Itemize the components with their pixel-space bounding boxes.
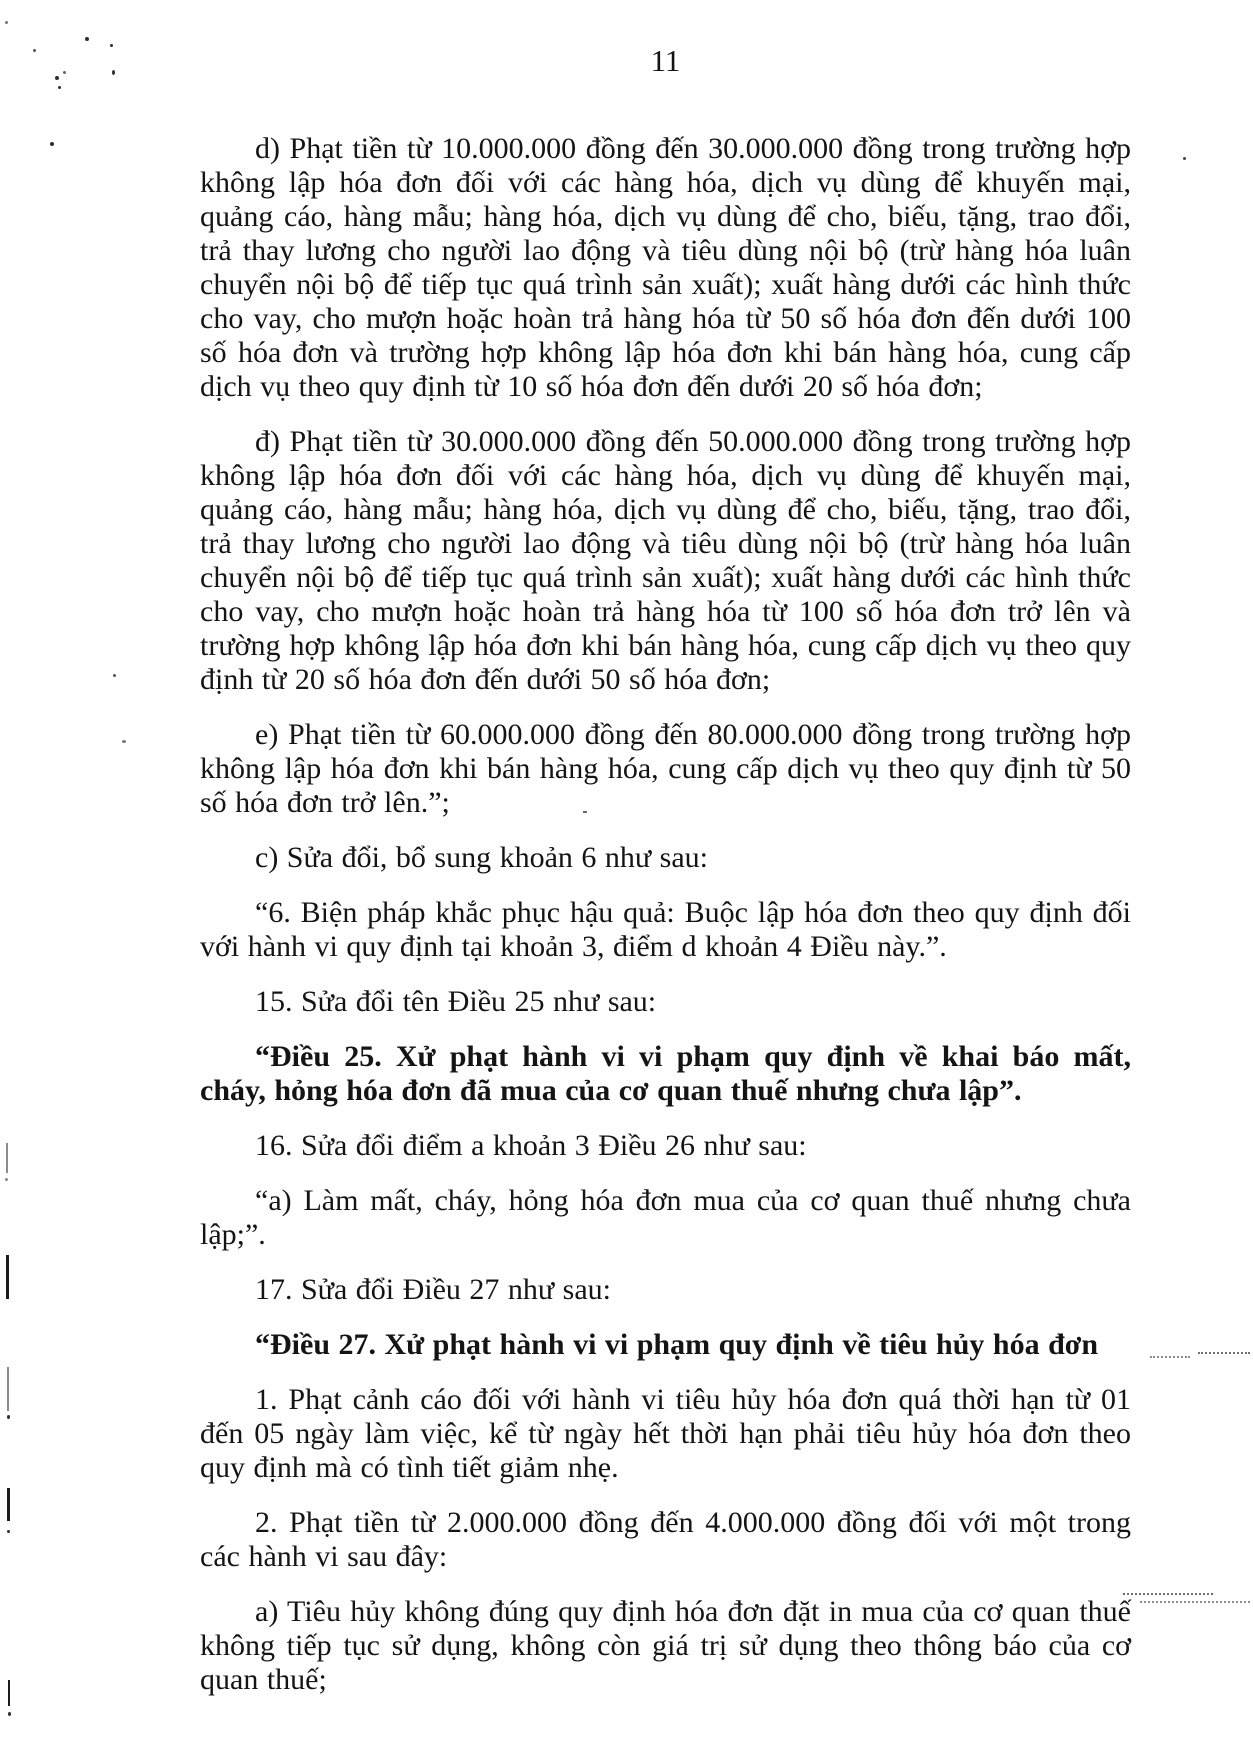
scan-speck [58, 86, 61, 89]
paragraph-clause-1-article-27: 1. Phạt cảnh cáo đối với hành vi tiêu hủy hóa đơn quá thời hạn từ 01 đến 05 ngày làm việc, kể từ ngày hết thời hạn phải tiêu hủy hóa đơn theo quy định mà có tình tiết giảm nhẹ. [200, 1383, 1131, 1484]
scan-speck [112, 70, 115, 75]
scan-speck [55, 76, 59, 80]
scan-speck [5, 21, 8, 24]
scan-speck [7, 1530, 10, 1533]
scan-speck [110, 44, 113, 47]
scan-smudge [1123, 1593, 1213, 1595]
paragraph-clause-6: “6. Biện pháp khắc phục hậu quả: Buộc lập hóa đơn theo quy định đối với hành vi quy định tại khoản 3, điểm d khoản 4 Điều này.”. [200, 896, 1131, 963]
scan-smudge [1198, 1352, 1250, 1354]
scan-speck [7, 1415, 10, 1419]
paragraph-point-c: c) Sửa đổi, bổ sung khoản 6 như sau: [255, 841, 708, 874]
scan-margin-mark [6, 1143, 8, 1173]
paragraph-point-e: e) Phạt tiền từ 60.000.000 đồng đến 80.000.000 đồng trong trường hợp không lập hóa đơn khi bán hàng hóa, cung cấp dịch vụ theo quy định từ 50 số hóa đơn trở lên.”; [200, 718, 1131, 819]
scan-speck [63, 71, 66, 74]
scan-speck [85, 37, 89, 41]
paragraph-point-a-article-27: a) Tiêu hủy không đúng quy định hóa đơn đặt in mua của cơ quan thuế không tiếp tục sử dụng, không còn giá trị sử dụng theo thông báo của cơ quan thuế; [200, 1595, 1131, 1696]
scan-speck [5, 1178, 8, 1181]
paragraph-item-17: 17. Sửa đổi Điều 27 như sau: [255, 1273, 611, 1306]
scan-speck [33, 49, 36, 52]
scan-speck [122, 740, 126, 743]
paragraph-point-d: d) Phạt tiền từ 10.000.000 đồng đến 30.000.000 đồng trong trường hợp không lập hóa đơn đối với các hàng hóa, dịch vụ dùng để khuyến mại, quảng cáo, hàng mẫu; hàng hóa, dịch vụ dùng để cho, biếu, tặng, trao đổi, trả thay lương cho người lao động và tiêu dùng nội bộ (trừ hàng hóa luân chuyển nội bộ để tiếp tục quá trình sản xuất); xuất hàng dưới các hình thức cho vay, cho mượn hoặc hoàn trả hàng hóa từ 50 số hóa đơn đến dưới 100 số hóa đơn và trường hợp không lập hóa đơn khi bán hàng hóa, cung cấp dịch vụ theo quy định từ 10 số hóa đơn đến dưới 20 số hóa đơn; [200, 132, 1131, 403]
scan-smudge [1140, 1601, 1250, 1603]
scan-margin-mark [7, 1488, 10, 1521]
scan-speck [1183, 157, 1186, 160]
paragraph-point-a-article-26: “a) Làm mất, cháy, hỏng hóa đơn mua của cơ quan thuế nhưng chưa lập;”. [200, 1184, 1131, 1251]
document-body [200, 132, 1131, 1718]
paragraph-article-25-title: “Điều 25. Xử phạt hành vi vi phạm quy định về khai báo mất, cháy, hỏng hóa đơn đã mua của cơ quan thuế nhưng chưa lập”. [200, 1040, 1131, 1107]
paragraph-clause-2-article-27: 2. Phạt tiền từ 2.000.000 đồng đến 4.000.000 đồng đối với một trong các hành vi sau đây: [200, 1506, 1131, 1573]
scan-margin-mark [8, 1680, 10, 1706]
scan-smudge [1150, 1356, 1190, 1358]
scan-margin-mark [6, 1255, 9, 1299]
paragraph-item-16: 16. Sửa đổi điểm a khoản 3 Điều 26 như sau: [255, 1129, 807, 1162]
page-number: 11 [650, 43, 681, 78]
paragraph-item-15: 15. Sửa đổi tên Điều 25 như sau: [255, 985, 657, 1018]
scan-speck [583, 811, 587, 813]
scan-speck [8, 1712, 11, 1716]
scan-speck [113, 674, 116, 677]
scan-speck [50, 142, 54, 146]
paragraph-article-27-title: “Điều 27. Xử phạt hành vi vi phạm quy định về tiêu hủy hóa đơn [255, 1328, 1099, 1361]
paragraph-point-dd: đ) Phạt tiền từ 30.000.000 đồng đến 50.000.000 đồng trong trường hợp không lập hóa đơn đối với các hàng hóa, dịch vụ dùng để khuyến mại, quảng cáo, hàng mẫu; hàng hóa, dịch vụ dùng để cho, biếu, tặng, trao đổi, trả thay lương cho người lao động và tiêu dùng nội bộ (trừ hàng hóa luân chuyển nội bộ để tiếp tục quá trình sản xuất); xuất hàng dưới các hình thức cho vay, cho mượn hoặc hoàn trả hàng hóa từ 100 số hóa đơn trở lên và trường hợp không lập hóa đơn khi bán hàng hóa, cung cấp dịch vụ theo quy định từ 20 số hóa đơn đến dưới 50 số hóa đơn; [200, 425, 1131, 696]
scan-margin-mark [7, 1367, 9, 1411]
